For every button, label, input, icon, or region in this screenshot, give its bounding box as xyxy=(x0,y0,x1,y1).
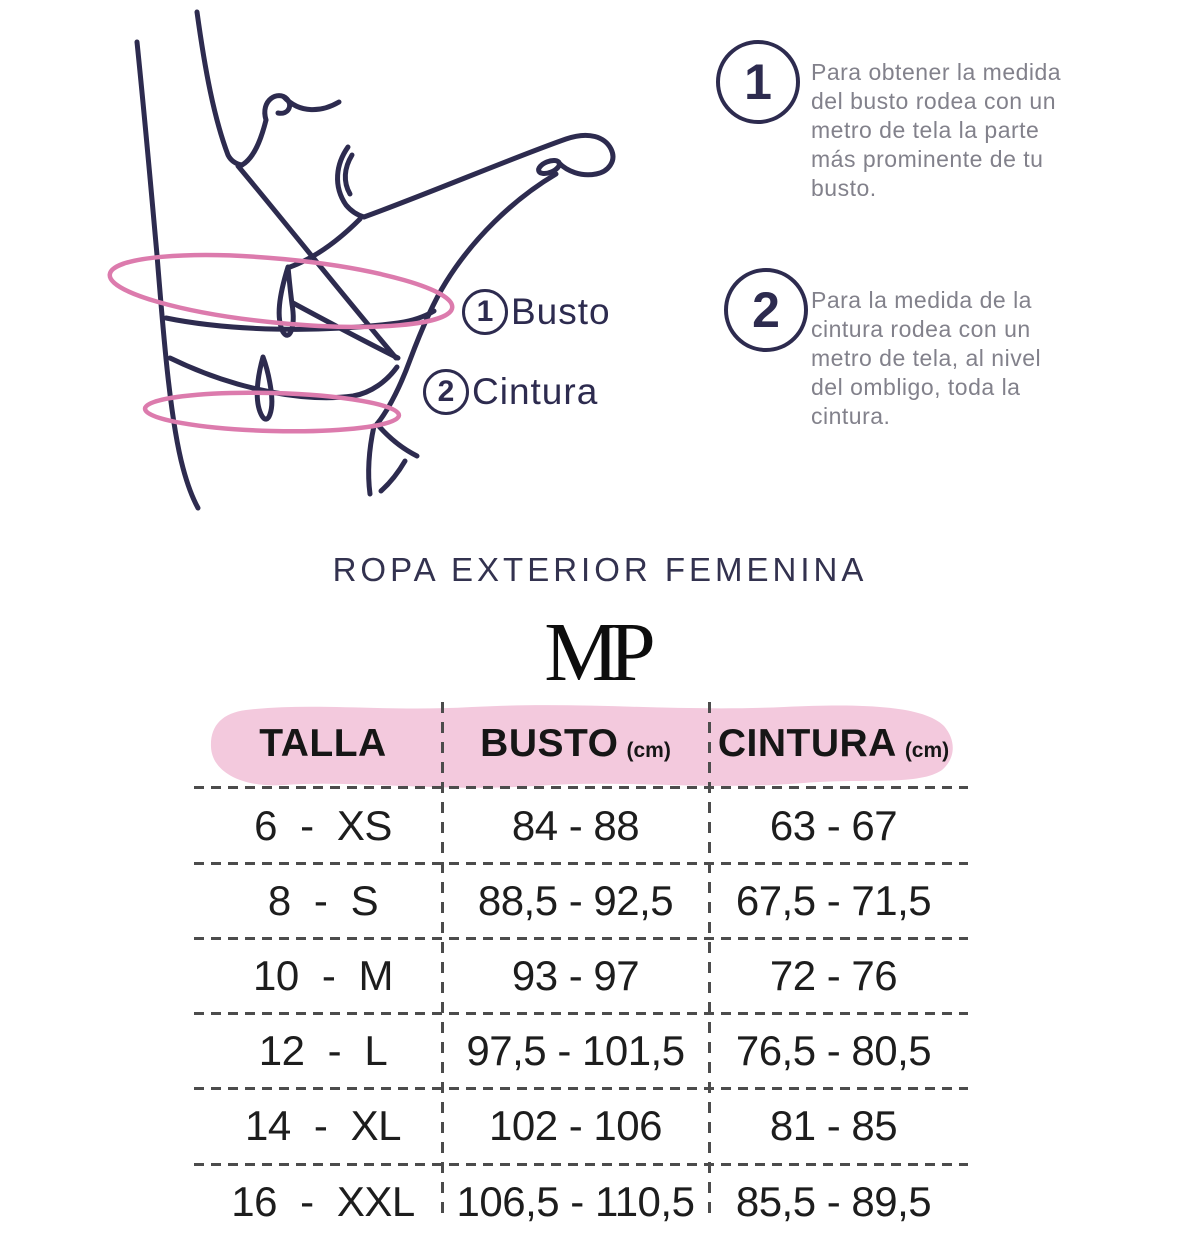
column-header-cintura-unit: (cm) xyxy=(904,739,950,762)
figure-illustration xyxy=(0,0,700,520)
column-header-busto-label: BUSTO xyxy=(480,722,619,765)
callout-cintura xyxy=(423,369,598,415)
step-1-instruction-text: Para obtener la medida del busto rodea con un metro de tela la parte más prominente de tu busto. xyxy=(811,59,1062,201)
bust-cell: 84 - 88 xyxy=(511,801,640,849)
column-header-talla-label: TALLA xyxy=(259,722,387,765)
waist-cell: 81 - 85 xyxy=(769,1101,898,1149)
column-header-busto-unit: (cm) xyxy=(626,739,671,762)
size-table xyxy=(204,700,958,1225)
waist-cell: 85,5 - 89,5 xyxy=(735,1177,932,1225)
table-row xyxy=(204,789,958,862)
step-2-number-badge: 2 xyxy=(724,268,808,352)
waist-cell: 76,5 - 80,5 xyxy=(735,1026,932,1074)
section-title: ROPA EXTERIOR FEMENINA xyxy=(332,551,868,588)
column-header-busto xyxy=(442,700,709,788)
table-row xyxy=(204,1165,958,1238)
body-outline xyxy=(137,12,613,508)
column-header-cintura-label: CINTURA xyxy=(717,722,897,765)
callout-busto-number-badge: 1 xyxy=(462,289,508,335)
size-cell: 10 - M xyxy=(252,951,394,999)
bust-cell: 88,5 - 92,5 xyxy=(477,876,674,924)
waist-cell: 72 - 76 xyxy=(769,951,898,999)
size-cell: 12 - L xyxy=(258,1026,388,1074)
column-header-talla xyxy=(204,700,442,788)
table-row xyxy=(204,1089,958,1162)
callout-cintura-label: Cintura xyxy=(472,371,599,412)
size-cell: 8 - S xyxy=(267,876,379,924)
step-1-number-badge: 1 xyxy=(716,40,800,124)
table-row xyxy=(204,939,958,1012)
table-row xyxy=(204,1014,958,1087)
column-header-cintura xyxy=(709,700,958,788)
step-2-instruction-text: Para la medida de la cintura rodea con un metro de tela, al nivel del ombligo, toda la cintura. xyxy=(811,287,1042,429)
callout-cintura-number-badge: 2 xyxy=(423,369,469,415)
table-header-row xyxy=(204,700,958,788)
bust-cell: 97,5 - 101,5 xyxy=(466,1026,685,1074)
table-row xyxy=(204,864,958,937)
bust-cell: 106,5 - 110,5 xyxy=(456,1177,695,1225)
bust-cell: 102 - 106 xyxy=(489,1101,662,1149)
size-cell: 6 - XS xyxy=(254,801,392,849)
callout-busto xyxy=(462,289,611,335)
bust-cell: 93 - 97 xyxy=(511,951,640,999)
waist-cell: 63 - 67 xyxy=(769,801,898,849)
waist-cell: 67,5 - 71,5 xyxy=(735,876,932,924)
size-cell: 14 - XL xyxy=(245,1101,401,1149)
size-cell: 16 - XXL xyxy=(231,1177,415,1225)
callout-busto-label: Busto xyxy=(511,291,611,332)
brand-logo: MP xyxy=(544,606,646,699)
